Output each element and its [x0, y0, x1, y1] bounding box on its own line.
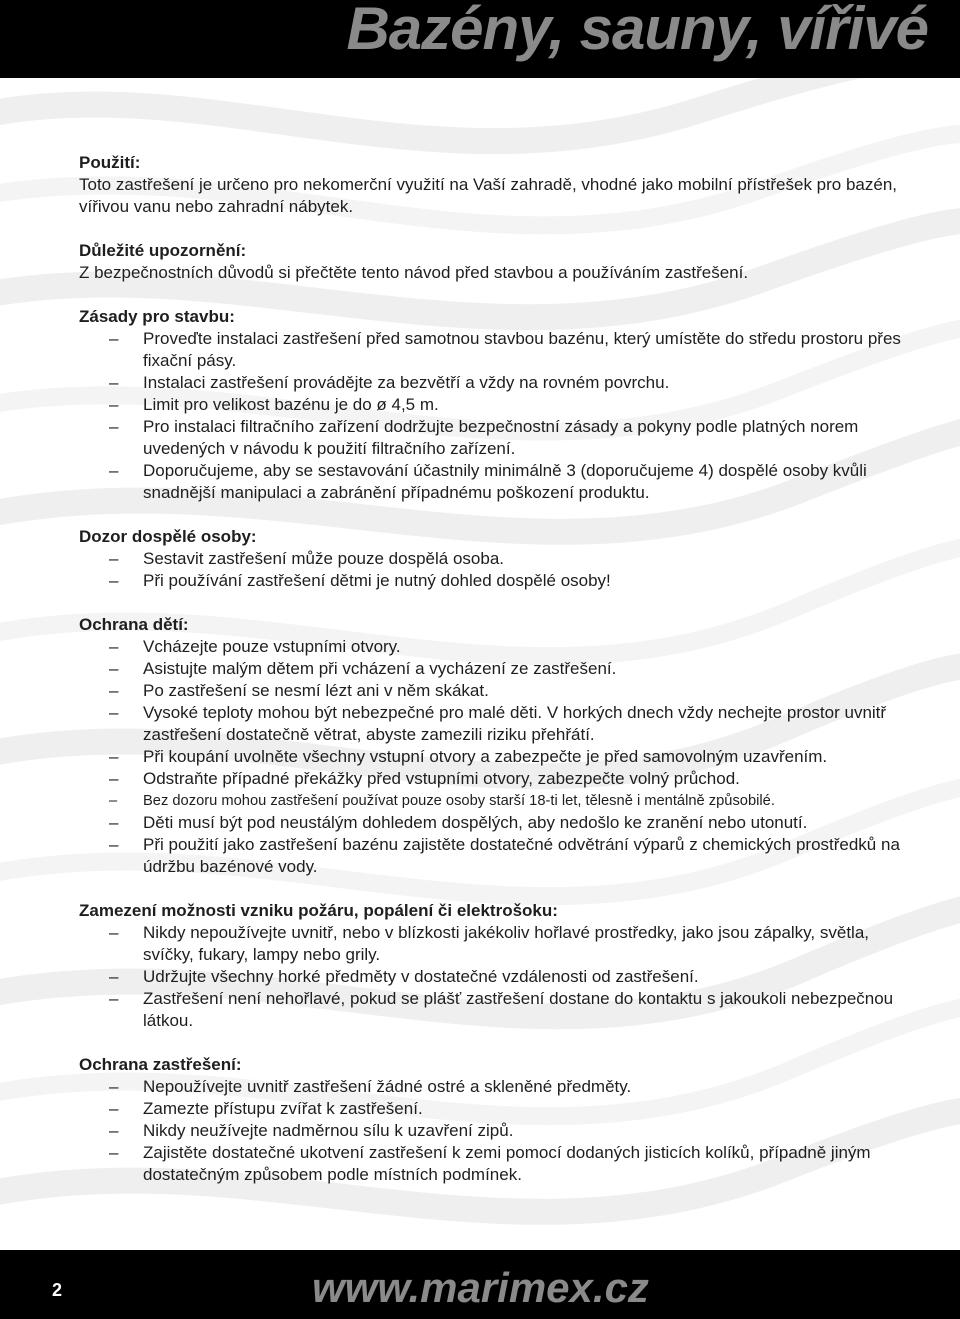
section-heading: Použití:	[79, 153, 141, 172]
list-item: – Bez dozoru mohou zastřešení používat pouze osoby starší 18-ti let, tělesně i mentálně způsobilé.	[79, 790, 909, 812]
section-zasady-pro-stavbu	[79, 306, 909, 504]
bullet-list	[79, 1076, 909, 1186]
list-item: – Odstraňte případné překážky před vstupními otvory, zabezpečte volný průchod.	[79, 768, 909, 790]
list-item: – Zajistěte dostatečné ukotvení zastřešení k zemi pomocí dodaných jisticích kolíků, případně jiným dostatečným způsobem podle místních podmínek.	[79, 1142, 909, 1186]
footer-bar	[0, 1250, 960, 1319]
section-ochrana-zastreseni	[79, 1054, 909, 1186]
section-heading: Ochrana dětí:	[79, 615, 189, 634]
section-heading: Zamezení možnosti vzniku požáru, popálení či elektrošoku:	[79, 901, 558, 920]
list-item: – Zastřešení není nehořlavé, pokud se plášť zastřešení dostane do kontaktu s jakoukoli nebezpečnou látkou.	[79, 988, 909, 1032]
list-item: – Děti musí být pod neustálým dohledem dospělých, aby nedošlo ke zranění nebo utonutí.	[79, 812, 909, 834]
page-number: 2	[52, 1280, 63, 1300]
list-item: – Při koupání uvolněte všechny vstupní otvory a zabezpečte je před samovolným uzavřením.	[79, 746, 909, 768]
document-body	[79, 152, 909, 1186]
page-title: Bazény, sauny, vířivé	[346, 0, 928, 62]
website-url[interactable]: www.marimex.cz	[312, 1264, 649, 1311]
list-item: – Při použití jako zastřešení bazénu zajistěte dostatečné odvětrání výparů z chemických prostředků na údržbu bazénové vody.	[79, 834, 909, 878]
list-item: – Při používání zastřešení dětmi je nutný dohled dospělé osoby!	[79, 570, 909, 592]
bullet-list	[79, 328, 909, 504]
section-heading: Ochrana zastřešení:	[79, 1055, 242, 1074]
list-item: – Sestavit zastřešení může pouze dospělá osoba.	[79, 548, 909, 570]
bullet-list	[79, 636, 909, 878]
list-item: – Po zastřešení se nesmí lézt ani v něm skákat.	[79, 680, 909, 702]
list-item: – Instalaci zastřešení provádějte za bezvětří a vždy na rovném povrchu.	[79, 372, 909, 394]
list-item: – Proveďte instalaci zastřešení před samotnou stavbou bazénu, který umístěte do středu prostoru přes fixační pásy.	[79, 328, 909, 372]
list-item: – Asistujte malým dětem při vcházení a vycházení ze zastřešení.	[79, 658, 909, 680]
section-dozor-dospele-osoby	[79, 526, 909, 592]
list-item: – Vcházejte pouze vstupními otvory.	[79, 636, 909, 658]
list-item: – Pro instalaci filtračního zařízení dodržujte bezpečnostní zásady a pokyny podle platných norem uvedených v návodu k použití filtračního zařízení.	[79, 416, 909, 460]
bullet-list	[79, 548, 909, 592]
section-zamezeni-pozaru	[79, 900, 909, 1032]
bullet-list	[79, 922, 909, 1032]
section-ochrana-deti	[79, 614, 909, 878]
list-item: – Nikdy neužívejte nadměrnou sílu k uzavření zipů.	[79, 1120, 909, 1142]
list-item: – Nepoužívejte uvnitř zastřešení žádné ostré a skleněné předměty.	[79, 1076, 909, 1098]
list-item: – Limit pro velikost bazénu je do ø 4,5 m.	[79, 394, 909, 416]
list-item: – Vysoké teploty mohou být nebezpečné pro malé děti. V horkých dnech vždy nechejte prostor uvnitř zastřešení dostatečně větrat, abyste zamezili riziku přehřátí.	[79, 702, 909, 746]
section-pouziti	[79, 152, 909, 218]
list-item: – Zamezte přístupu zvířat k zastřešení.	[79, 1098, 909, 1120]
section-paragraph: Toto zastřešení je určeno pro nekomerční využití na Vaší zahradě, vhodné jako mobilní přístřešek pro bazén, vířivou vanu nebo zahradní nábytek.	[79, 175, 898, 216]
list-item: – Doporučujeme, aby se sestavování účastnily minimálně 3 (doporučujeme 4) dospělé osoby kvůli snadnější manipulaci a zabránění případnému poškození produktu.	[79, 460, 909, 504]
section-dulezite-upozorneni	[79, 240, 909, 284]
list-item: – Nikdy nepoužívejte uvnitř, nebo v blízkosti jakékoliv hořlavé prostředky, jako jsou zápalky, světla, svíčky, fukary, lampy nebo grily.	[79, 922, 909, 966]
header-bar	[0, 0, 960, 78]
section-heading: Zásady pro stavbu:	[79, 307, 235, 326]
section-heading: Dozor dospělé osoby:	[79, 527, 257, 546]
section-heading: Důležité upozornění:	[79, 241, 247, 260]
section-paragraph: Z bezpečnostních důvodů si přečtěte tento návod před stavbou a používáním zastřešení.	[79, 263, 749, 282]
list-item: – Udržujte všechny horké předměty v dostatečné vzdálenosti od zastřešení.	[79, 966, 909, 988]
